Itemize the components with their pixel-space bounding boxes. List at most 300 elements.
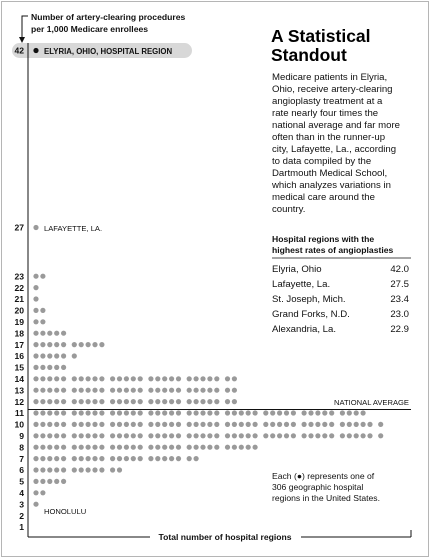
region-dot bbox=[33, 342, 38, 347]
region-dot bbox=[54, 388, 59, 393]
table-region: Alexandria, La. bbox=[272, 324, 336, 335]
region-dot bbox=[86, 410, 91, 415]
region-dot bbox=[72, 433, 77, 438]
y-tick-label: 5 bbox=[19, 476, 24, 487]
region-dot bbox=[124, 388, 129, 393]
region-dot bbox=[61, 445, 66, 450]
region-dot bbox=[131, 399, 136, 404]
region-dot bbox=[79, 388, 84, 393]
y-tick-label: 22 bbox=[14, 282, 24, 293]
region-dot bbox=[354, 422, 359, 427]
region-dot bbox=[47, 422, 52, 427]
table-region: Grand Forks, N.D. bbox=[272, 309, 350, 320]
region-dot bbox=[162, 376, 167, 381]
region-dot bbox=[47, 433, 52, 438]
region-dot bbox=[176, 410, 181, 415]
region-dot bbox=[110, 388, 115, 393]
region-dot bbox=[162, 422, 167, 427]
y-tick-label: 6 bbox=[19, 465, 24, 476]
region-dot bbox=[246, 433, 251, 438]
region-dot bbox=[117, 376, 122, 381]
region-dot bbox=[61, 388, 66, 393]
region-dot bbox=[92, 410, 97, 415]
region-dot bbox=[33, 365, 38, 370]
region-dot bbox=[200, 433, 205, 438]
region-dot bbox=[225, 445, 230, 450]
headline-line-2: Standout bbox=[271, 45, 347, 65]
y-tick-label: 12 bbox=[14, 396, 24, 407]
region-dot bbox=[61, 365, 66, 370]
region-dot bbox=[187, 456, 192, 461]
region-dot bbox=[40, 456, 45, 461]
region-dot bbox=[124, 376, 129, 381]
region-dot bbox=[54, 331, 59, 336]
region-dot bbox=[117, 456, 122, 461]
region-dot bbox=[378, 433, 383, 438]
region-dot bbox=[40, 353, 45, 358]
region-dot bbox=[232, 399, 237, 404]
y-tick-label: 3 bbox=[19, 499, 24, 510]
legend-line: 306 geographic hospital bbox=[272, 482, 364, 492]
national-average-label: NATIONAL AVERAGE bbox=[334, 398, 409, 407]
headline-line-1: A Statistical bbox=[271, 26, 371, 46]
region-dot bbox=[329, 410, 334, 415]
region-dot bbox=[214, 410, 219, 415]
region-dot bbox=[117, 399, 122, 404]
region-dot bbox=[162, 410, 167, 415]
region-dot bbox=[329, 433, 334, 438]
region-dot bbox=[117, 410, 122, 415]
region-dot bbox=[225, 388, 230, 393]
table-region: Lafayette, La. bbox=[272, 279, 331, 290]
region-dot bbox=[40, 445, 45, 450]
table-title-line-2: highest rates of angioplasties bbox=[272, 245, 394, 255]
intro-line: rate nearly four times the bbox=[272, 108, 379, 119]
region-dot bbox=[40, 319, 45, 324]
region-dot bbox=[61, 422, 66, 427]
y-tick-label: 1 bbox=[19, 522, 24, 533]
region-dot bbox=[315, 433, 320, 438]
region-dot bbox=[40, 388, 45, 393]
region-dot bbox=[40, 467, 45, 472]
region-dot bbox=[33, 433, 38, 438]
region-dot bbox=[40, 422, 45, 427]
region-dot bbox=[99, 399, 104, 404]
region-dot bbox=[340, 422, 345, 427]
region-dot bbox=[61, 353, 66, 358]
region-dot bbox=[169, 456, 174, 461]
region-dot bbox=[72, 353, 77, 358]
region-dot bbox=[131, 410, 136, 415]
region-dot bbox=[277, 433, 282, 438]
region-dot bbox=[92, 456, 97, 461]
region-dot bbox=[33, 467, 38, 472]
region-dot bbox=[253, 445, 258, 450]
region-dot bbox=[33, 285, 38, 290]
region-dot bbox=[138, 445, 143, 450]
region-dot bbox=[40, 342, 45, 347]
region-dot bbox=[232, 445, 237, 450]
region-dot bbox=[176, 433, 181, 438]
region-dot bbox=[79, 342, 84, 347]
region-dot bbox=[47, 376, 52, 381]
region-dot bbox=[72, 410, 77, 415]
region-dot bbox=[207, 422, 212, 427]
y-tick-label: 18 bbox=[14, 328, 24, 339]
region-dot bbox=[207, 433, 212, 438]
region-dot bbox=[148, 410, 153, 415]
region-dot bbox=[162, 433, 167, 438]
region-dot bbox=[61, 410, 66, 415]
region-dot bbox=[176, 399, 181, 404]
region-dot bbox=[225, 410, 230, 415]
region-dot bbox=[99, 456, 104, 461]
region-dot bbox=[86, 456, 91, 461]
y-tick-label: 2 bbox=[19, 510, 24, 521]
callout-lafayette: LAFAYETTE, LA. bbox=[44, 224, 103, 233]
region-dot bbox=[329, 422, 334, 427]
region-dot bbox=[138, 433, 143, 438]
region-dot bbox=[92, 399, 97, 404]
table-rate: 42.0 bbox=[390, 264, 409, 275]
region-dot bbox=[138, 376, 143, 381]
top-rates-table bbox=[272, 234, 411, 335]
region-dot bbox=[253, 422, 258, 427]
legend-line: regions in the United States. bbox=[272, 493, 380, 503]
region-dot bbox=[138, 456, 143, 461]
region-dot bbox=[367, 433, 372, 438]
intro-line: national average and far more bbox=[272, 120, 400, 131]
region-dot bbox=[47, 467, 52, 472]
region-dot bbox=[148, 433, 153, 438]
region-dot bbox=[131, 376, 136, 381]
region-dot bbox=[176, 376, 181, 381]
region-dot bbox=[138, 422, 143, 427]
region-dot bbox=[138, 388, 143, 393]
region-dot bbox=[61, 456, 66, 461]
y-tick-label: 7 bbox=[19, 453, 24, 464]
region-dot bbox=[61, 479, 66, 484]
region-dot bbox=[194, 388, 199, 393]
region-dot bbox=[176, 422, 181, 427]
region-dot bbox=[214, 445, 219, 450]
region-dot bbox=[33, 479, 38, 484]
y-axis-title-line-2: per 1,000 Medicare enrollees bbox=[31, 24, 149, 34]
region-dot bbox=[131, 422, 136, 427]
region-dot bbox=[72, 445, 77, 450]
region-dot bbox=[354, 410, 359, 415]
table-rate: 22.9 bbox=[390, 324, 409, 335]
y-tick-label: 16 bbox=[14, 351, 24, 362]
region-dot bbox=[148, 399, 153, 404]
region-dot bbox=[162, 399, 167, 404]
region-dot bbox=[347, 422, 352, 427]
intro-line: often than in the runner-up bbox=[272, 132, 386, 143]
region-dot bbox=[79, 445, 84, 450]
region-dot bbox=[162, 388, 167, 393]
y-tick-label: 27 bbox=[14, 222, 24, 233]
region-dot bbox=[86, 445, 91, 450]
y-tick-label: 21 bbox=[14, 294, 24, 305]
region-dot bbox=[33, 296, 38, 301]
region-dot bbox=[33, 48, 38, 53]
region-dot bbox=[239, 422, 244, 427]
region-dot bbox=[239, 445, 244, 450]
region-dot bbox=[347, 410, 352, 415]
region-dot bbox=[148, 422, 153, 427]
y-tick-label: 17 bbox=[14, 339, 24, 350]
intro-line: Medicare patients in Elyria, bbox=[272, 72, 388, 83]
region-dot bbox=[110, 410, 115, 415]
region-dot bbox=[169, 410, 174, 415]
region-dot bbox=[99, 445, 104, 450]
region-dot bbox=[54, 422, 59, 427]
region-dot bbox=[54, 399, 59, 404]
region-dot bbox=[33, 502, 38, 507]
region-dot bbox=[169, 388, 174, 393]
region-dot bbox=[124, 422, 129, 427]
y-axis-title-arrowhead bbox=[19, 37, 25, 43]
region-dot bbox=[155, 456, 160, 461]
y-tick-label: 23 bbox=[14, 271, 24, 282]
region-dot bbox=[110, 376, 115, 381]
region-dot bbox=[124, 433, 129, 438]
region-dot bbox=[33, 319, 38, 324]
region-dot bbox=[207, 376, 212, 381]
region-dot bbox=[194, 422, 199, 427]
region-dot bbox=[99, 467, 104, 472]
region-dot bbox=[176, 445, 181, 450]
region-dot bbox=[61, 433, 66, 438]
region-dot bbox=[124, 456, 129, 461]
region-dot bbox=[40, 376, 45, 381]
y-tick-label: 10 bbox=[14, 419, 24, 430]
region-dot bbox=[148, 445, 153, 450]
region-dot bbox=[92, 342, 97, 347]
region-dot bbox=[79, 456, 84, 461]
region-dot bbox=[110, 422, 115, 427]
region-dot bbox=[187, 433, 192, 438]
region-dot bbox=[277, 410, 282, 415]
region-dot bbox=[239, 410, 244, 415]
region-dot bbox=[340, 410, 345, 415]
region-dot bbox=[225, 422, 230, 427]
region-dot bbox=[99, 376, 104, 381]
region-dot bbox=[47, 353, 52, 358]
region-dot bbox=[47, 331, 52, 336]
region-dot bbox=[33, 308, 38, 313]
region-dot bbox=[86, 433, 91, 438]
region-dot bbox=[92, 433, 97, 438]
region-dot bbox=[117, 467, 122, 472]
region-dot bbox=[253, 410, 258, 415]
region-dot bbox=[110, 433, 115, 438]
region-dot bbox=[308, 422, 313, 427]
region-dot bbox=[155, 376, 160, 381]
region-dot bbox=[214, 422, 219, 427]
region-dot bbox=[54, 456, 59, 461]
region-dot bbox=[99, 342, 104, 347]
region-dot bbox=[214, 388, 219, 393]
region-dot bbox=[54, 467, 59, 472]
region-dot bbox=[47, 342, 52, 347]
region-dot bbox=[232, 422, 237, 427]
region-dot bbox=[131, 433, 136, 438]
region-dot bbox=[361, 433, 366, 438]
region-dot bbox=[92, 376, 97, 381]
y-tick-label: 15 bbox=[14, 362, 24, 373]
region-dot bbox=[232, 376, 237, 381]
region-dot bbox=[110, 456, 115, 461]
region-dot bbox=[322, 433, 327, 438]
region-dot bbox=[33, 274, 38, 279]
dot-legend bbox=[272, 471, 380, 503]
region-dot bbox=[33, 331, 38, 336]
region-dot bbox=[61, 342, 66, 347]
region-dot bbox=[47, 399, 52, 404]
region-dot bbox=[148, 376, 153, 381]
region-dot bbox=[54, 342, 59, 347]
region-dot bbox=[40, 274, 45, 279]
region-dot bbox=[263, 422, 268, 427]
region-dot bbox=[225, 376, 230, 381]
region-dot bbox=[155, 399, 160, 404]
region-dot bbox=[270, 422, 275, 427]
region-dot bbox=[302, 433, 307, 438]
region-dot bbox=[33, 422, 38, 427]
region-dot bbox=[54, 365, 59, 370]
region-dot bbox=[54, 479, 59, 484]
region-dot bbox=[194, 376, 199, 381]
region-dot bbox=[284, 433, 289, 438]
region-dot bbox=[361, 422, 366, 427]
region-dot bbox=[308, 433, 313, 438]
region-dot bbox=[72, 342, 77, 347]
intro-line: country. bbox=[272, 204, 306, 215]
region-dot bbox=[72, 399, 77, 404]
callout-honolulu: HONOLULU bbox=[44, 507, 87, 516]
region-dot bbox=[40, 490, 45, 495]
region-dot bbox=[72, 422, 77, 427]
region-dot bbox=[61, 331, 66, 336]
region-dot bbox=[263, 433, 268, 438]
region-dot bbox=[99, 410, 104, 415]
region-dot bbox=[155, 433, 160, 438]
intro-line: which analyzes variations in bbox=[272, 180, 391, 191]
region-dot bbox=[47, 479, 52, 484]
region-dot bbox=[54, 445, 59, 450]
region-dot bbox=[47, 410, 52, 415]
region-dot bbox=[246, 445, 251, 450]
region-dot bbox=[315, 410, 320, 415]
region-dot bbox=[270, 433, 275, 438]
region-dot bbox=[110, 467, 115, 472]
region-dot bbox=[79, 422, 84, 427]
intro-line: medical care around the bbox=[272, 192, 375, 203]
region-dot bbox=[40, 365, 45, 370]
intro-line: Ohio, receive artery-clearing bbox=[272, 84, 393, 95]
region-dot bbox=[200, 422, 205, 427]
region-dot bbox=[200, 410, 205, 415]
region-dot bbox=[176, 456, 181, 461]
region-dot bbox=[40, 433, 45, 438]
intro-paragraph bbox=[271, 72, 400, 215]
region-dot bbox=[79, 399, 84, 404]
region-dot bbox=[47, 456, 52, 461]
region-dot bbox=[33, 225, 38, 230]
intro-line: angioplasty treatment at a bbox=[272, 96, 383, 107]
region-dot bbox=[61, 467, 66, 472]
region-dot bbox=[79, 433, 84, 438]
region-dot bbox=[302, 410, 307, 415]
region-dot bbox=[200, 399, 205, 404]
region-dot bbox=[225, 399, 230, 404]
region-dot bbox=[187, 388, 192, 393]
region-dot bbox=[148, 456, 153, 461]
region-dot bbox=[239, 433, 244, 438]
region-dot bbox=[40, 331, 45, 336]
region-dot bbox=[61, 399, 66, 404]
region-dot bbox=[194, 410, 199, 415]
region-dot bbox=[361, 410, 366, 415]
region-dot bbox=[99, 388, 104, 393]
region-dot bbox=[322, 422, 327, 427]
region-dot bbox=[214, 376, 219, 381]
region-dot bbox=[40, 308, 45, 313]
region-dot bbox=[54, 410, 59, 415]
table-rate: 27.5 bbox=[390, 279, 409, 290]
region-dot bbox=[86, 467, 91, 472]
region-dot bbox=[79, 410, 84, 415]
callout-elyria: ELYRIA, OHIO, HOSPITAL REGION bbox=[44, 47, 173, 56]
y-axis-title-line-1: Number of artery-clearing procedures bbox=[31, 12, 186, 22]
region-dot bbox=[92, 467, 97, 472]
region-dot bbox=[47, 365, 52, 370]
region-dot bbox=[155, 445, 160, 450]
y-tick-label: 14 bbox=[14, 374, 24, 384]
region-dot bbox=[187, 399, 192, 404]
region-dot bbox=[117, 433, 122, 438]
region-dot bbox=[92, 422, 97, 427]
region-dot bbox=[54, 353, 59, 358]
region-dot bbox=[232, 410, 237, 415]
y-tick-label: 9 bbox=[19, 431, 24, 441]
region-dot bbox=[176, 388, 181, 393]
region-dot bbox=[378, 422, 383, 427]
region-dot bbox=[232, 433, 237, 438]
region-dot bbox=[291, 410, 296, 415]
region-dot bbox=[47, 445, 52, 450]
region-dot bbox=[33, 410, 38, 415]
region-dot bbox=[86, 422, 91, 427]
region-dot bbox=[246, 410, 251, 415]
region-dot bbox=[33, 388, 38, 393]
intro-line: Dartmouth Medical School, bbox=[272, 168, 388, 179]
region-dot bbox=[214, 433, 219, 438]
region-dot bbox=[246, 422, 251, 427]
region-dot bbox=[225, 433, 230, 438]
y-tick-labels bbox=[14, 46, 24, 533]
y-tick-label: 8 bbox=[19, 442, 24, 453]
region-dot bbox=[263, 410, 268, 415]
legend-line: Each (●) represents one of bbox=[272, 471, 375, 481]
region-dot bbox=[194, 433, 199, 438]
region-dot bbox=[33, 399, 38, 404]
region-dot bbox=[124, 445, 129, 450]
region-dot bbox=[214, 399, 219, 404]
table-region: Elyria, Ohio bbox=[272, 264, 322, 275]
region-dot bbox=[148, 388, 153, 393]
